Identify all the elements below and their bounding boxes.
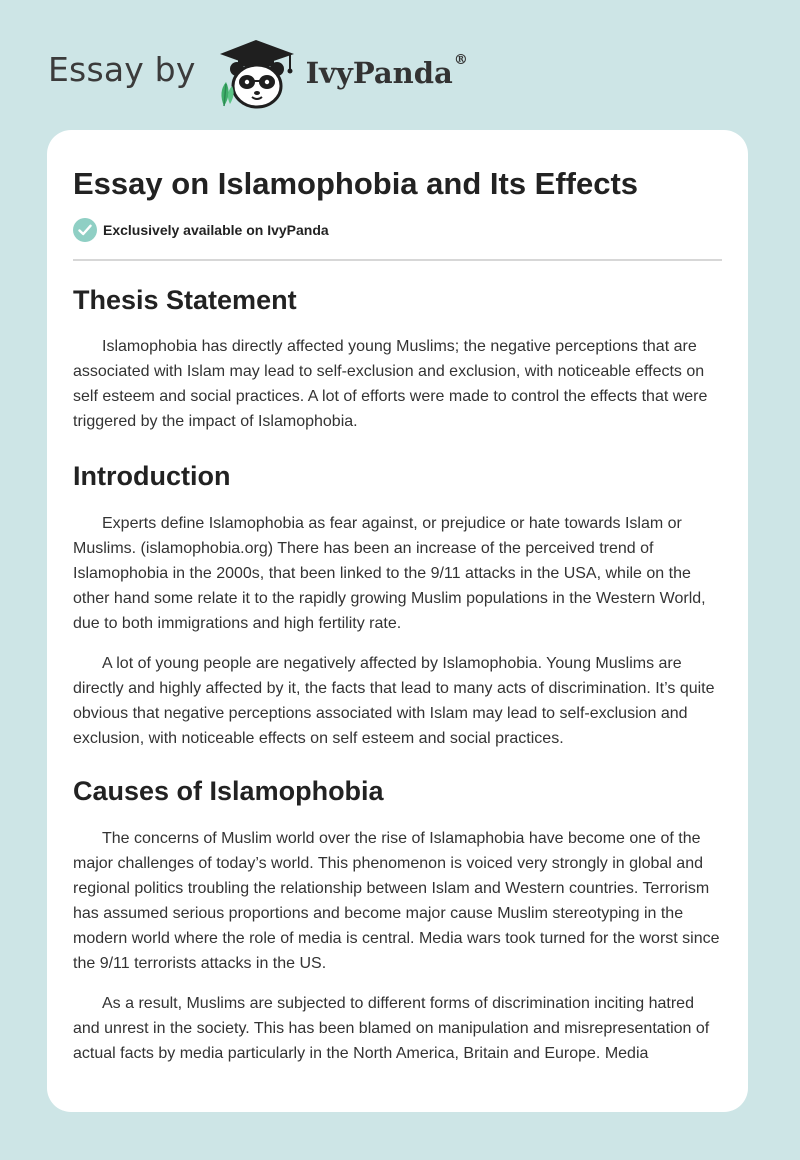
section-heading-causes: Causes of Islamophobia xyxy=(73,776,384,806)
paragraph: A lot of young people are negatively affected by Islamophobia. Young Muslims are directly and highly affected by it, the facts that lead to many acts of discrimination. It’s quite obvious that negative perceptions associated with Islam may lead to self-exclusion and exclusion, with noticeable effects on self esteem and social practices. xyxy=(73,655,715,747)
panda-graduate-icon[interactable] xyxy=(210,34,302,110)
brand-name[interactable]: IvyPanda® xyxy=(305,52,468,90)
section-heading-introduction: Introduction xyxy=(73,461,231,491)
check-icon xyxy=(73,218,97,242)
paragraph: Islamophobia has directly affected young Muslims; the negative perceptions that are associated with Islam may lead to self-exclusion and exclusion, with noticeable effects on self esteem and social practices. A lot of efforts were made to control the effects that were triggered by the impact of Islamophobia. xyxy=(73,338,708,430)
exclusive-badge-text: Exclusively available on IvyPanda xyxy=(103,222,329,238)
paragraph: The concerns of Muslim world over the rise of Islamaphobia have become one of the major challenges of today’s world. This phenomenon is voiced very strongly in global and regional politics troubling the relationship between Islam and Western countries. Terrorism has assumed serious proportions and become major cause Muslim stereotyping in the modern world where the role of media is central. Media wars took turned for the worst since the 9/11 terrorists attacks in the US. xyxy=(73,830,720,972)
paragraph: As a result, Muslims are subjected to different forms of discrimination inciting hatred and unrest in the society. This has been blamed on manipulation and misrepresentation of actual facts by media particularly in the North America, Britain and Europe. Media xyxy=(73,995,710,1062)
divider xyxy=(73,259,722,261)
essay-by-label: Essay by xyxy=(48,49,196,89)
site-header xyxy=(48,34,468,110)
registered-mark: ® xyxy=(453,52,468,68)
page-title: Essay on Islamophobia and Its Effects xyxy=(73,166,639,201)
essay-card xyxy=(47,130,748,1112)
exclusive-badge xyxy=(73,216,722,244)
section-heading-thesis: Thesis Statement xyxy=(73,285,297,315)
paragraph: Experts define Islamophobia as fear against, or prejudice or hate towards Islam or Muslims. (islamophobia.org) There has been an increase of the perceived trend of Islamophobia in the 2000s, that been linked to the 9/11 attacks in the USA, while on the other hand some relate it to the rapidly growing Muslim populations in the Western World, due to both immigrations and high fertility rate. xyxy=(73,515,706,632)
